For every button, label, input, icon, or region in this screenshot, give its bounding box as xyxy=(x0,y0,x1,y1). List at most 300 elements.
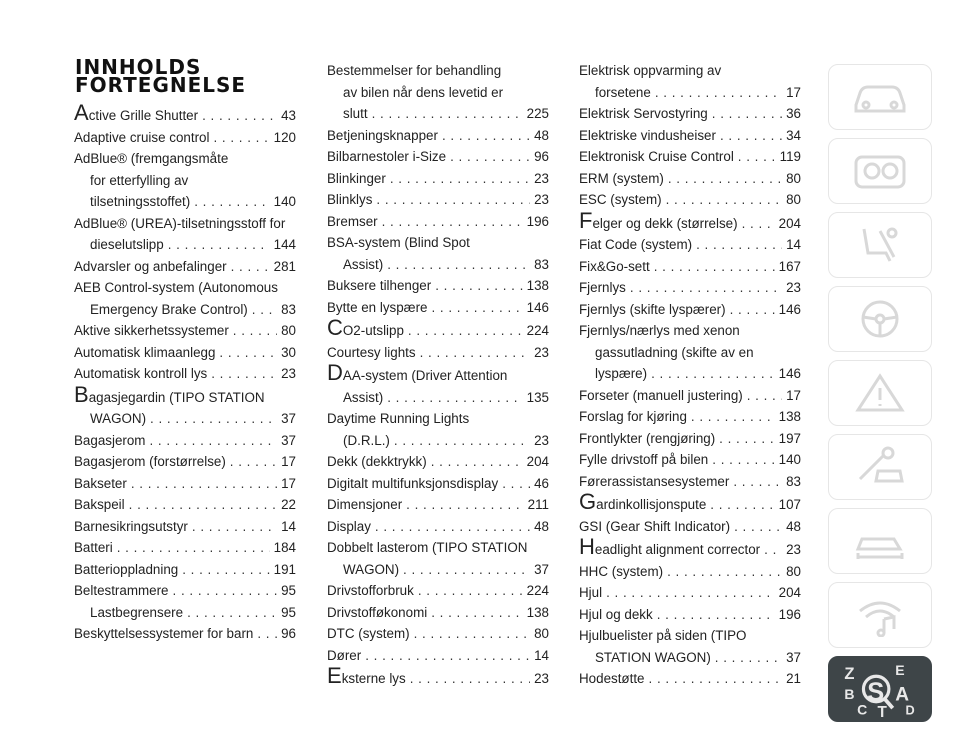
page-number[interactable]: 167 xyxy=(778,258,801,274)
tab-multimedia[interactable] xyxy=(828,582,932,648)
index-entry[interactable] xyxy=(327,516,549,538)
wrench-car-icon xyxy=(850,445,910,489)
page-number[interactable]: 14 xyxy=(534,647,549,663)
page-number[interactable]: 83 xyxy=(534,256,549,272)
leader-dots xyxy=(651,363,775,385)
index-entry[interactable] xyxy=(579,299,801,321)
tab-alphabetical-index[interactable] xyxy=(828,656,932,722)
leader-dots xyxy=(696,234,782,256)
index-column-1 xyxy=(74,100,296,645)
entry-label: Fylle drivstoff på bilen xyxy=(579,452,709,467)
index-entry[interactable] xyxy=(579,168,801,190)
leader-dots xyxy=(408,320,523,342)
index-entry[interactable] xyxy=(327,602,549,624)
leader-dots xyxy=(691,406,775,428)
page-number[interactable]: 14 xyxy=(281,518,296,534)
leader-dots xyxy=(173,580,278,602)
page-number[interactable]: 204 xyxy=(778,215,801,231)
entry-label: Courtesy lights xyxy=(327,344,416,360)
page-number[interactable]: 23 xyxy=(534,671,549,686)
section-initial: D xyxy=(327,360,343,385)
car-specs-icon xyxy=(850,519,910,563)
entry-label: Bilbarnestoler i-Size xyxy=(327,149,447,164)
page-number[interactable]: 83 xyxy=(281,301,296,317)
page-number[interactable]: 23 xyxy=(534,170,549,186)
section-initial: E xyxy=(327,663,342,688)
leader-dots xyxy=(738,146,776,168)
page-number[interactable]: 196 xyxy=(778,606,801,622)
index-entry[interactable] xyxy=(74,451,296,473)
entry-label-rest: O2-utslipp xyxy=(342,323,404,338)
seat-safety-icon xyxy=(850,223,910,267)
entry-label: Emergency Brake Control) xyxy=(90,301,248,317)
dashboard-icon xyxy=(850,149,910,193)
leader-dots xyxy=(719,428,774,450)
page-number[interactable]: 23 xyxy=(281,366,296,381)
leader-dots xyxy=(372,103,523,125)
entry-label: Blinkinger xyxy=(327,170,386,186)
entry-label-rest: elger og dekk (størrelse) xyxy=(592,215,738,231)
index-entry[interactable] xyxy=(74,516,296,538)
page-number[interactable]: 37 xyxy=(534,561,549,577)
index-entry[interactable] xyxy=(74,602,296,624)
leader-dots xyxy=(431,602,522,624)
leader-dots xyxy=(387,254,530,276)
index-entry[interactable] xyxy=(579,103,801,125)
entry-label: Drivstofforbruk xyxy=(327,583,414,598)
section-initial: B xyxy=(74,381,89,407)
page-number[interactable]: 80 xyxy=(786,170,801,186)
entry-label: BSA-system (Blind Spot xyxy=(327,235,470,250)
index-entry[interactable] xyxy=(579,256,801,278)
index-entry[interactable] xyxy=(579,277,801,299)
entry-label: Advarsler og anbefalinger xyxy=(74,258,227,274)
index-column-2 xyxy=(327,60,549,690)
index-entry[interactable] xyxy=(74,277,296,320)
page-number[interactable]: 80 xyxy=(281,323,296,338)
leader-dots xyxy=(657,604,775,626)
tab-technical-data[interactable] xyxy=(828,508,932,574)
entry-label xyxy=(579,534,761,561)
page-number[interactable]: 48 xyxy=(786,518,801,534)
entry-label: Bagasjerom (forstørrelse) xyxy=(74,454,226,469)
entry-label: Batteri xyxy=(74,540,113,555)
index-entry[interactable] xyxy=(74,213,296,256)
index-letter-t: T xyxy=(877,704,887,717)
tab-maintenance[interactable] xyxy=(828,434,932,500)
page-number[interactable]: 191 xyxy=(273,561,296,577)
entry-label: Fiat Code (system) xyxy=(579,237,693,252)
index-entry[interactable] xyxy=(327,189,549,211)
leader-dots xyxy=(667,561,782,583)
index-entry[interactable] xyxy=(327,125,549,147)
entry-label: HHC (system) xyxy=(579,563,664,579)
index-entry[interactable] xyxy=(579,320,801,385)
leader-dots xyxy=(406,494,523,516)
index-entry[interactable] xyxy=(74,100,296,127)
page-number[interactable]: 17 xyxy=(786,84,801,100)
entry-label: Beltestrammere xyxy=(74,583,169,598)
page-number[interactable]: 17 xyxy=(281,454,296,469)
leader-dots xyxy=(230,451,277,473)
warning-triangle-icon xyxy=(850,371,910,415)
entry-label: Bakseter xyxy=(74,475,127,491)
page-number[interactable]: 30 xyxy=(281,344,296,360)
index-entry[interactable] xyxy=(327,408,549,451)
title-line-2: FORTEGNELSE xyxy=(75,73,247,97)
entry-label: WAGON) xyxy=(343,561,400,577)
entry-label: Display xyxy=(327,518,371,534)
index-letter-b: B xyxy=(844,686,855,703)
entry-label: (D.R.L.) xyxy=(343,432,390,448)
page-number[interactable]: 204 xyxy=(778,585,801,600)
page-number[interactable]: 120 xyxy=(273,129,296,145)
page-number[interactable]: 281 xyxy=(273,258,296,274)
leader-dots xyxy=(630,277,782,299)
leader-dots xyxy=(668,168,782,190)
index-entry[interactable] xyxy=(579,385,801,407)
index-entry[interactable] xyxy=(579,428,801,450)
index-entry[interactable] xyxy=(74,623,296,645)
index-entry[interactable] xyxy=(74,381,296,430)
leader-dots xyxy=(733,471,782,493)
page-number[interactable]: 146 xyxy=(526,299,549,315)
leader-dots xyxy=(435,275,522,297)
index-entry[interactable] xyxy=(579,234,801,256)
entry-label: WAGON) xyxy=(90,411,147,426)
entry-label: for etterfylling av xyxy=(90,172,189,188)
leader-dots xyxy=(712,103,782,125)
entry-label: Dører xyxy=(327,647,362,663)
tab-emergency[interactable] xyxy=(828,360,932,426)
leader-dots xyxy=(387,387,522,409)
leader-dots xyxy=(182,559,269,581)
page-number[interactable]: 138 xyxy=(526,278,549,293)
index-entry[interactable] xyxy=(327,315,549,342)
page-number[interactable]: 224 xyxy=(526,583,549,598)
page-number[interactable]: 140 xyxy=(778,452,801,467)
entry-label: Daytime Running Lights xyxy=(327,411,470,426)
leader-dots xyxy=(394,430,530,452)
index-entry[interactable] xyxy=(579,125,801,147)
leader-dots xyxy=(233,320,277,342)
entry-label: Førerassistansesystemer xyxy=(579,473,730,489)
page-number[interactable]: 48 xyxy=(534,518,549,534)
page-number[interactable]: 22 xyxy=(281,497,296,512)
page-number[interactable]: 140 xyxy=(273,194,296,209)
index-entry[interactable] xyxy=(579,582,801,604)
index-entry[interactable] xyxy=(74,256,296,278)
page-number[interactable]: 48 xyxy=(534,127,549,143)
entry-label: Bytte en lyspære xyxy=(327,299,428,315)
index-entry[interactable] xyxy=(327,663,549,690)
index-entry[interactable] xyxy=(579,489,801,516)
entry-label xyxy=(74,100,199,127)
leader-dots xyxy=(431,297,522,319)
index-entry[interactable] xyxy=(327,342,549,364)
entry-label: DTC (system) xyxy=(327,626,410,641)
index-entry[interactable] xyxy=(74,494,296,516)
entry-label: forsetene xyxy=(595,84,651,100)
index-entry[interactable] xyxy=(74,342,296,364)
entry-label: Automatisk klimaanlegg xyxy=(74,344,216,360)
entry-label: Automatisk kontroll lys xyxy=(74,366,208,381)
index-entry[interactable] xyxy=(579,406,801,428)
page-number[interactable]: 144 xyxy=(273,237,296,252)
entry-label: Bagasjerom xyxy=(74,432,146,448)
index-entry[interactable] xyxy=(579,60,801,103)
section-initial: A xyxy=(74,100,89,125)
entry-label: slutt xyxy=(343,106,368,121)
steering-wheel-icon xyxy=(850,297,910,341)
page-number[interactable]: 196 xyxy=(526,213,549,229)
page-number[interactable]: 23 xyxy=(786,280,801,295)
entry-label xyxy=(74,381,265,407)
leader-dots xyxy=(129,494,277,516)
leader-dots xyxy=(117,537,270,559)
index-entry[interactable] xyxy=(74,430,296,452)
page-number[interactable]: 119 xyxy=(779,149,801,164)
entry-label xyxy=(579,489,707,516)
page-number[interactable]: 14 xyxy=(786,237,801,252)
entry-label: Lastbegrensere xyxy=(90,604,184,620)
index-entry[interactable] xyxy=(327,168,549,190)
entry-label: Fjernlys/nærlys med xenon xyxy=(579,323,740,338)
leader-dots xyxy=(168,234,270,256)
page-number[interactable]: 36 xyxy=(786,106,801,121)
page-number[interactable]: 23 xyxy=(534,192,549,207)
page-number[interactable]: 224 xyxy=(526,323,549,338)
leader-dots xyxy=(213,127,269,149)
index-entry[interactable] xyxy=(579,625,801,668)
page-number[interactable]: 197 xyxy=(778,430,801,446)
index-entry[interactable] xyxy=(327,275,549,297)
entry-label-rest: eadlight alignment corrector xyxy=(594,542,761,557)
entry-label: Fjernlys xyxy=(579,280,626,295)
leader-dots xyxy=(764,539,782,561)
leader-dots xyxy=(747,385,782,407)
leader-dots xyxy=(720,125,782,147)
leader-dots xyxy=(187,602,277,624)
entry-label: Elektrisk oppvarming av xyxy=(579,63,722,78)
index-entry[interactable] xyxy=(327,232,549,275)
page-number[interactable]: 225 xyxy=(526,106,549,121)
index-entry[interactable] xyxy=(74,148,296,213)
page-number[interactable]: 43 xyxy=(281,108,296,123)
entry-label-rest: agasjegardin (TIPO STATION xyxy=(88,389,265,405)
title-line-1: INNHOLDS xyxy=(75,55,202,79)
page-number[interactable]: 83 xyxy=(786,473,801,489)
entry-label: Frontlykter (rengjøring) xyxy=(579,430,716,446)
tab-car[interactable] xyxy=(828,64,932,130)
entry-label: Batterioppladning xyxy=(74,561,179,577)
leader-dots xyxy=(252,299,277,321)
page-number[interactable]: 138 xyxy=(526,604,549,620)
page-number[interactable]: 37 xyxy=(786,649,801,665)
index-entry[interactable] xyxy=(579,516,801,538)
page-number[interactable]: 138 xyxy=(778,409,801,424)
page-number[interactable]: 37 xyxy=(281,432,296,448)
page-number[interactable]: 96 xyxy=(281,626,296,641)
entry-label: Forseter (manuell justering) xyxy=(579,387,743,403)
entry-label: STATION WAGON) xyxy=(595,649,711,665)
leader-dots xyxy=(742,213,775,235)
index-entry[interactable] xyxy=(74,537,296,559)
index-column-3 xyxy=(579,60,801,690)
leader-dots xyxy=(219,342,277,364)
page-number[interactable]: 204 xyxy=(526,454,549,469)
tab-starting-driving[interactable] xyxy=(828,286,932,352)
section-initial: H xyxy=(579,534,595,559)
index-entry[interactable] xyxy=(579,604,801,626)
page-number[interactable]: 107 xyxy=(778,497,801,512)
page-number[interactable]: 135 xyxy=(526,389,549,405)
entry-label: AdBlue® (UREA)-tilsetningsstoff for xyxy=(74,215,286,231)
index-entry[interactable] xyxy=(327,146,549,168)
tab-safety[interactable] xyxy=(828,212,932,278)
index-entry[interactable] xyxy=(327,297,549,319)
leader-dots xyxy=(418,580,523,602)
index-entry[interactable] xyxy=(327,537,549,580)
entry-label: Barnesikringsutstyr xyxy=(74,518,188,534)
alphabetical-index-icon xyxy=(840,661,920,717)
multimedia-icon xyxy=(850,593,910,637)
page-number[interactable]: 95 xyxy=(281,604,296,620)
index-entry[interactable] xyxy=(579,534,801,561)
page-number[interactable]: 80 xyxy=(786,192,801,207)
entry-label: Buksere tilhenger xyxy=(327,278,432,293)
leader-dots xyxy=(211,363,277,385)
page-number[interactable]: 96 xyxy=(534,149,549,164)
index-letter-d: D xyxy=(905,702,915,717)
index-entry[interactable] xyxy=(579,668,801,690)
leader-dots xyxy=(149,430,277,452)
index-entry[interactable] xyxy=(74,127,296,149)
leader-dots xyxy=(654,256,775,278)
section-initial: G xyxy=(579,489,597,514)
page-number[interactable]: 34 xyxy=(786,127,801,143)
entry-label xyxy=(327,315,404,342)
leader-dots xyxy=(502,473,530,495)
page-number[interactable]: 80 xyxy=(786,563,801,579)
entry-label: Dobbelt lasterom (TIPO STATION xyxy=(327,540,528,555)
entry-label: Dimensjoner xyxy=(327,497,403,512)
entry-label: Fjernlys (skifte lyspærer) xyxy=(579,301,726,317)
index-entry[interactable] xyxy=(579,471,801,493)
page-number[interactable]: 23 xyxy=(534,344,549,360)
page-number[interactable]: 46 xyxy=(534,475,549,491)
leader-dots xyxy=(150,408,277,430)
index-letter-z: Z xyxy=(844,663,855,683)
entry-label: Fix&Go-sett xyxy=(579,258,650,274)
page-number[interactable]: 37 xyxy=(281,411,296,426)
entry-label: GSI (Gear Shift Indicator) xyxy=(579,518,731,534)
entry-label: lyspære) xyxy=(595,366,648,381)
entry-label: Adaptive cruise control xyxy=(74,129,210,145)
entry-label: Bestemmelser for behandling xyxy=(327,63,502,78)
index-letter-a: A xyxy=(895,684,910,706)
entry-label: gassutladning (skifte av en xyxy=(595,344,754,360)
entry-label-rest: ctive Grille Shutter xyxy=(88,108,199,123)
entry-label: tilsetningsstoffet) xyxy=(90,194,191,209)
index-entry[interactable] xyxy=(74,580,296,602)
index-entry[interactable] xyxy=(74,320,296,342)
page-number[interactable]: 95 xyxy=(281,583,296,598)
page-number[interactable]: 23 xyxy=(786,542,801,557)
page-number[interactable]: 23 xyxy=(534,432,549,448)
tab-dashboard[interactable] xyxy=(828,138,932,204)
entry-label: Assist) xyxy=(343,256,384,272)
index-entry[interactable] xyxy=(327,645,549,667)
entry-label: Hjulbuelister på siden (TIPO xyxy=(579,628,747,643)
index-entry[interactable] xyxy=(327,494,549,516)
entry-label: Bakspeil xyxy=(74,497,125,512)
index-letter-s: S xyxy=(867,678,885,707)
page-number[interactable]: 146 xyxy=(778,366,801,381)
leader-dots xyxy=(734,516,782,538)
entry-label: Hjul og dekk xyxy=(579,606,653,622)
index-entry[interactable] xyxy=(579,449,801,471)
entry-label-rest: AA-system (Driver Attention xyxy=(342,368,508,383)
entry-label: ERM (system) xyxy=(579,170,664,186)
leader-dots xyxy=(649,668,783,690)
entry-label xyxy=(579,207,738,235)
leader-dots xyxy=(655,82,782,104)
index-entry[interactable] xyxy=(579,146,801,168)
entry-label xyxy=(327,663,406,690)
entry-label: Betjeningsknapper xyxy=(327,127,438,143)
leader-dots xyxy=(410,668,530,690)
car-icon xyxy=(850,75,910,119)
index-entry[interactable] xyxy=(74,559,296,581)
page-number[interactable]: 21 xyxy=(786,671,801,686)
index-entry[interactable] xyxy=(327,451,549,473)
index-entry[interactable] xyxy=(327,211,549,233)
page-number[interactable]: 17 xyxy=(281,475,296,491)
index-entry[interactable] xyxy=(579,189,801,211)
index-entry[interactable] xyxy=(327,60,549,125)
leader-dots xyxy=(375,516,530,538)
entry-label: Blinklys xyxy=(327,192,373,207)
leader-dots xyxy=(710,494,774,516)
index-letter-c: C xyxy=(857,701,868,717)
index-entry[interactable] xyxy=(74,363,296,385)
page-number[interactable]: 146 xyxy=(778,301,801,317)
index-entry[interactable] xyxy=(579,561,801,583)
entry-label: Bremser xyxy=(327,213,378,229)
index-entry[interactable] xyxy=(327,580,549,602)
page-number[interactable]: 211 xyxy=(527,497,549,512)
index-letter-e: E xyxy=(895,662,905,678)
leader-dots xyxy=(414,623,531,645)
entry-label: Forslag for kjøring xyxy=(579,409,687,424)
entry-label: Dekk (dekktrykk) xyxy=(327,454,427,469)
leader-dots xyxy=(666,189,783,211)
page-title xyxy=(75,55,247,97)
index-entry[interactable] xyxy=(74,473,296,495)
page-number[interactable]: 184 xyxy=(273,540,296,555)
index-entry[interactable] xyxy=(327,623,549,645)
page-number[interactable]: 17 xyxy=(786,387,801,403)
leader-dots xyxy=(442,125,530,147)
leader-dots xyxy=(194,191,269,213)
index-entry[interactable] xyxy=(327,473,549,495)
section-initial: F xyxy=(579,207,593,233)
index-entry[interactable] xyxy=(327,360,549,408)
leader-dots xyxy=(712,449,774,471)
index-entry[interactable] xyxy=(579,207,801,235)
page-number[interactable]: 80 xyxy=(534,626,549,641)
